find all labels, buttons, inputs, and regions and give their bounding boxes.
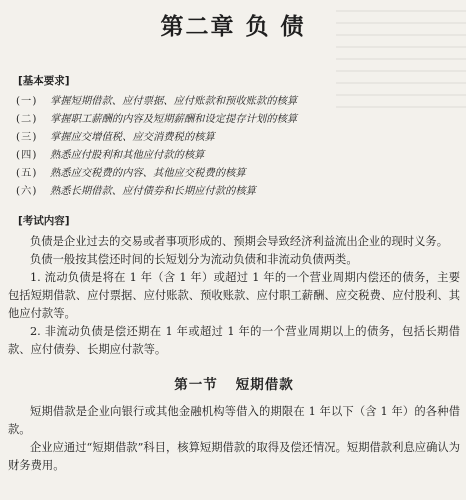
- paragraph: 2. 非流动负债是偿还期在 1 年或超过 1 年的一个营业周期以上的债务，包括长期借款、应付债券、长期应付款等。: [8, 325, 460, 356]
- section-name: 短期借款: [235, 377, 294, 393]
- requirement-number: (六): [16, 185, 38, 197]
- requirement-item: [16, 128, 456, 146]
- requirement-number: (三): [16, 131, 38, 143]
- paragraph: 1. 流动负债是将在 1 年（含 1 年）或超过 1 年的一个营业周期内偿还的债务，主要包括短期借款、应付票据、应付账款、预收账款、应付职工薪酬、应交税费、应付股利、其他应付款等。: [8, 271, 460, 320]
- requirement-text: 掌握职工薪酬的内容及短期薪酬和设定提存计划的核算: [50, 113, 298, 125]
- paragraph: 短期借款是企业向银行或其他金融机构等借入的期限在 1 年以下（含 1 年）的各种借款。: [8, 405, 460, 436]
- requirement-text: 熟悉应付股利和其他应付款的核算: [50, 149, 205, 161]
- requirement-number: (一): [16, 95, 38, 107]
- requirement-item: [16, 164, 456, 182]
- requirement-number: (五): [16, 167, 38, 179]
- requirement-text: 熟悉长期借款、应付债券和长期应付款的核算: [50, 185, 256, 197]
- paragraph: 企业应通过“短期借款”科目，核算短期借款的取得及偿还情况。短期借款利息应确认为财务费用。: [8, 441, 460, 472]
- requirement-text: 掌握短期借款、应付票据、应付账款和预收账款的核算: [50, 95, 298, 107]
- section-title: [8, 373, 460, 393]
- chapter-title: 第二章 负 债: [160, 13, 306, 40]
- requirement-number: (二): [16, 113, 38, 125]
- requirement-item: [16, 182, 456, 200]
- paragraph: 负债一般按其偿还时间的长短划分为流动负债和非流动负债两类。: [30, 253, 358, 266]
- requirement-item: [16, 110, 456, 128]
- basic-requirements-heading: [基本要求]: [18, 75, 70, 87]
- requirement-item: [16, 92, 456, 110]
- basic-requirements-list: [16, 92, 456, 200]
- requirement-item: [16, 146, 456, 164]
- paragraph: 负债是企业过去的交易或者事项形成的、预期会导致经济利益流出企业的现时义务。: [30, 235, 448, 248]
- requirement-text: 熟悉应交税费的内容、其他应交税费的核算: [50, 167, 246, 179]
- requirement-text: 掌握应交增值税、应交消费税的核算: [50, 131, 215, 143]
- exam-content-body: [8, 233, 460, 475]
- section-number: 第一节: [174, 377, 218, 393]
- exam-content-heading: [考试内容]: [18, 215, 70, 227]
- requirement-number: (四): [16, 149, 38, 161]
